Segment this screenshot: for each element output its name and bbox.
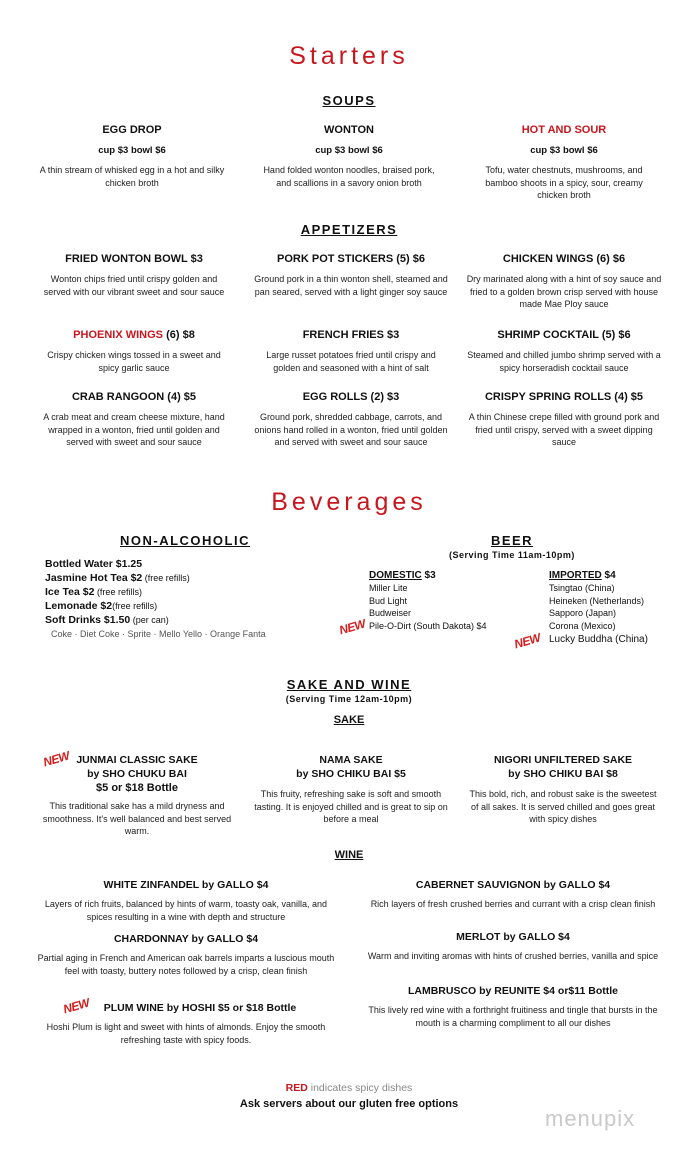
beer-heading: BEER [490,533,534,548]
spicy-legend: RED indicates spicy dishes [285,1082,413,1094]
list-item: Ice Tea $2 (free refills) [45,586,142,598]
new-badge: NEW [61,995,91,1017]
beer-serving-time: (Serving Time 11am-10pm) [449,550,575,560]
appetizer-french-fries: FRENCH FRIES $3 Large russet potatoes fried until crispy and golden and seasoned with a hint of salt [266,329,436,373]
sake-wine-heading: SAKE AND WINE [286,677,412,692]
sake-wine-serving-time: (Serving Time 12am-10pm) [285,694,413,704]
starters-title: Starters [289,42,409,70]
wine-merlot: MERLOT by GALLO $4 Warm and inviting aromas with hints of crushed berries, vanilla and spice [367,931,659,961]
soft-drink-list: Coke · Diet Coke · Sprite · Mello Yello · Orange Fanta [51,629,266,639]
wine-white-zinfandel: WHITE ZINFANDEL by GALLO $4 Layers of rich fruits, balanced by hints of warm, toasty oak, vanilla, and spices resulting in a wine with depth and structure [44,879,328,922]
new-badge: NEW [337,616,367,638]
non-alcoholic-list [45,557,325,641]
sake-heading: SAKE [333,714,365,726]
appetizer-fried-wonton-bowl: FRIED WONTON BOWL $3 Wonton chips fried until crispy golden and served with our vibrant sweet and sour sauce [43,253,225,297]
sake-junmai-classic: JUNMAI CLASSIC SAKE by SHO CHUKU BAI $5 or $18 Bottle This traditional sake has a mild dryness and smoothness. It's well balanced and best served warm. [42,754,232,836]
wine-plum-hoshi: PLUM WINE by HOSHI $5 or $18 Bottle Hoshi Plum is light and sweet with hints of almonds. Enjoy the smooth refreshing taste with spicy foods. [46,1002,326,1045]
beer-imported: IMPORTED $4 Tsingtao (China) Heineken (Netherlands) Sapporo (Japan) Corona (Mexico) Lucky Buddha (China) [549,570,648,646]
wine-heading: WINE [334,849,364,861]
list-item: Soft Drinks $1.50 (per can) [45,614,169,626]
list-item: Bottled Water $1.25 [45,558,143,570]
watermark: menupix [545,1106,636,1131]
appetizers-heading: APPETIZERS [300,222,398,237]
appetizer-pork-pot-stickers: PORK POT STICKERS (5) $6 Ground pork in a thin wonton shell, steamed and pan seared, served with a light ginger soy sauce [254,253,448,297]
non-alcoholic-heading: NON-ALCOHOLIC [120,533,250,548]
appetizer-shrimp-cocktail: SHRIMP COCKTAIL (5) $6 Steamed and chilled jumbo shrimp served with a spicy horseradish cocktail sauce [467,329,661,373]
wine-lambrusco: LAMBRUSCO by REUNITE $4 or$11 Bottle This lively red wine with a forthright fruitiness and tingle that bursts in the mouth is a charming compliment to all our dishes [368,985,658,1028]
appetizer-crab-rangoon: CRAB RANGOON (4) $5 A crab meat and cream cheese mixture, hand wrapped in a wonton, fried until golden and served with sweet and sour sauce [43,391,225,447]
appetizer-phoenix-wings: PHOENIX WINGS (6) $8 Crispy chicken wings tossed in a sweet and spicy garlic sauce [47,329,221,373]
sake-nama: NAMA SAKE by SHO CHIKU BAI $5 This fruity, refreshing sake is soft and smooth tasting. It is enjoyed chilled and is great to sip on before a meal [254,754,448,824]
appetizer-chicken-wings: CHICKEN WINGS (6) $6 Dry marinated along with a hint of soy sauce and fried to a golden brown crisp served with house made Mae Ploy sauce [466,253,662,309]
soup-wonton: WONTON cup $3 bowl $6 Hand folded wonton noodles, braised pork, and scallions in a savory onion broth [263,124,435,188]
appetizer-egg-rolls: EGG ROLLS (2) $3 Ground pork, shredded cabbage, carrots, and onions hand rolled in a wonton, fried until golden and served with sweet and sour sauce [254,391,448,447]
soup-hot-and-sour: HOT AND SOUR cup $3 bowl $6 Tofu, water chestnuts, mushrooms, and bamboo shoots in a spicy, sour, creamy chicken broth [485,124,643,200]
sake-nigori-unfiltered: NIGORI UNFILTERED SAKE by SHO CHIKU BAI $8 This bold, rich, and robust sake is the sweetest of all sakes. It is served chilled and goes great with spicy dishes [469,754,657,824]
beer-domestic: DOMESTIC $3 Miller Lite Bud Light Budweiser Pile-O-Dirt (South Dakota) $4 [369,570,487,631]
list-item: Jasmine Hot Tea $2 (free refills) [45,572,190,584]
soup-egg-drop: EGG DROP cup $3 bowl $6 A thin stream of whisked egg in a hot and silky chicken broth [39,124,225,188]
wine-cabernet-sauvignon: CABERNET SAUVIGNON by GALLO $4 Rich layers of fresh crushed berries and currant with a crisp clean finish [370,879,656,909]
new-badge: NEW [41,748,71,770]
list-item: Lemonade $2(free refills) [45,600,158,612]
gluten-free-note: Ask servers about our gluten free options [239,1098,459,1110]
wine-chardonnay: CHARDONNAY by GALLO $4 Partial aging in French and American oak barrels imparts a luscious mouth feel with toasty, buttery notes followed by a crisp, clean finish [37,933,335,976]
appetizer-crispy-spring-rolls: CRISPY SPRING ROLLS (4) $5 A thin Chinese crepe filled with ground pork and fried until crispy, served with a sweet dipping sauce [468,391,660,447]
beverages-title: Beverages [271,488,427,516]
new-badge: NEW [512,630,542,652]
soups-heading: SOUPS [322,93,376,108]
